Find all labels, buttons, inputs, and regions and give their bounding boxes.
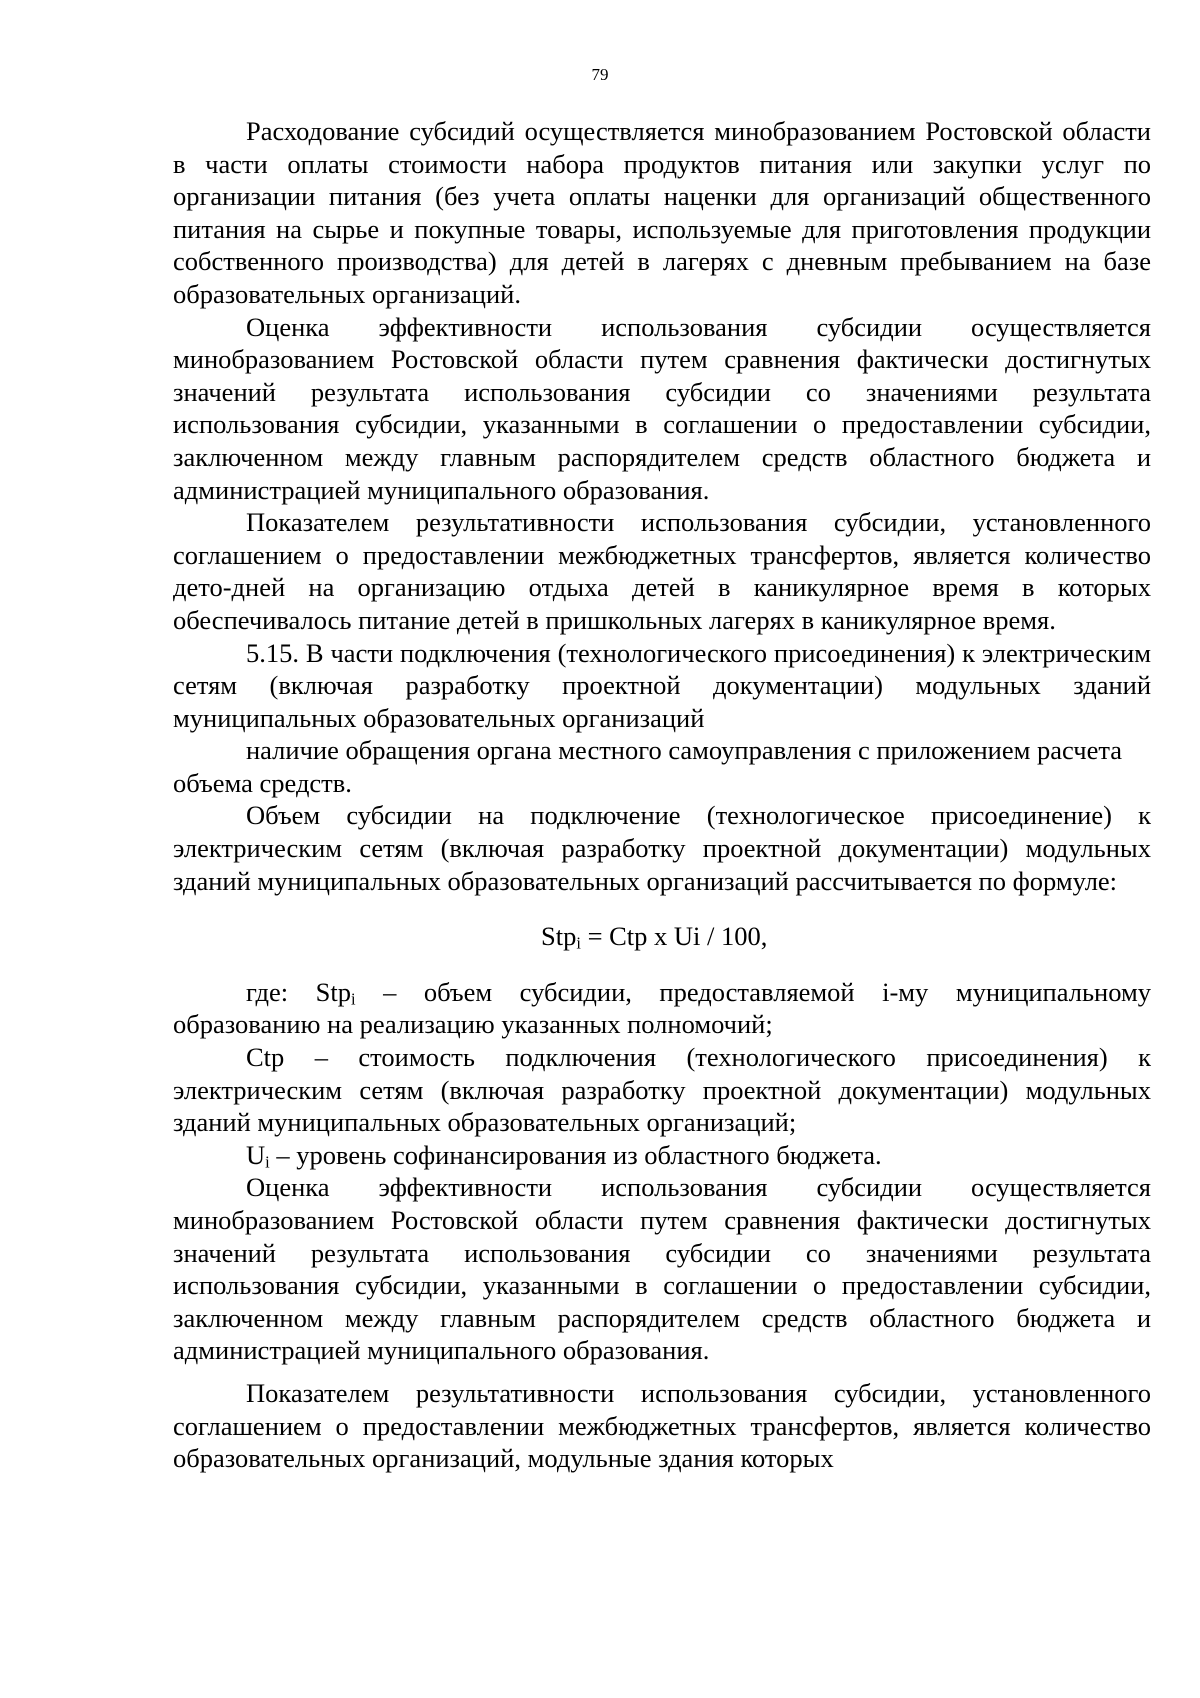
formula <box>173 920 1151 953</box>
definition-ui-text: – уровень софинансирования из областного бюджета. <box>269 1139 882 1170</box>
document-body <box>173 115 1151 1475</box>
formula-rhs: = Ctp x Ui / 100, <box>580 921 768 952</box>
paragraph-efficiency-assessment-2: Оценка эффективности использования субсидии осуществляется минобразованием Ростовской области путем сравнения фактически достигнутых значений результата использования субсидии со значениями результата использования субсидии, указанными в соглашении о предоставлении субсидии, заключенном между главным распорядителем средств областного бюджета и администрацией муниципального образования. <box>173 1172 1151 1366</box>
page-number: 79 <box>591 65 609 84</box>
definition-ui <box>173 1139 1151 1172</box>
definition-stp <box>173 976 1151 1041</box>
paragraph-performance-indicator: Показателем результативности использования субсидии, установленного соглашением о предоставлении межбюджетных трансфертов, является количество дето-дней на организацию отдыха детей в каникулярное время в которых обеспечивалось питание детей в пришкольных лагерях в каникулярное время. <box>173 507 1151 635</box>
paragraph-section-5-15: 5.15. В части подключения (технологического присоединения) к электрическим сетям (включая разработку проектной документации) модульных зданий муниципальных образовательных организаций <box>173 637 1151 733</box>
definition-ui-subscript: i <box>265 1152 270 1172</box>
definition-ctp: Ctp – стоимость подключения (технологического присоединения) к электрическим сетям (включая разработку проектной документации) модульных зданий муниципальных образовательных организаций; <box>173 1042 1151 1138</box>
paragraph-subsidy-volume: Объем субсидии на подключение (технологическое присоединение) к электрическим сетям (включая разработку проектной документации) модульных зданий муниципальных образовательных организаций рассчитывается по формуле: <box>173 800 1151 896</box>
definition-stp-text: – объем субсидии, предоставляемой i-му муниципальному образованию на реализацию указанных полномочий; <box>173 976 1151 1040</box>
formula-lhs-subscript: i <box>576 933 581 953</box>
paragraph-performance-indicator-2: Показателем результативности использования субсидии, установленного соглашением о предоставлении межбюджетных трансфертов, является количество образовательных организаций, модульные здания которых <box>173 1377 1151 1474</box>
definition-stp-prefix: где: Stp <box>246 976 352 1007</box>
paragraph-application-condition: наличие обращения органа местного самоуправления с приложением расчета объема средств. <box>173 735 1123 798</box>
paragraph-subsidy-spending: Расходование субсидий осуществляется минобразованием Ростовской области в части оплаты стоимости набора продуктов питания или закупки услуг по организации питания (без учета оплаты наценки для организаций общественного питания на сырье и покупные товары, используемые для приготовления продукции собственного производства) для детей в лагерях с дневным пребыванием на базе образовательных организаций. <box>173 116 1151 309</box>
definition-ui-prefix: U <box>246 1139 266 1170</box>
formula-lhs: Stp <box>541 921 577 952</box>
definition-stp-subscript: i <box>351 989 356 1009</box>
paragraph-efficiency-assessment: Оценка эффективности использования субсидии осуществляется минобразованием Ростовской области путем сравнения фактически достигнутых значений результата использования субсидии со значениями результата использования субсидии, указанными в соглашении о предоставлении субсидии, заключенном между главным распорядителем средств областного бюджета и администрацией муниципального образования. <box>173 311 1151 505</box>
